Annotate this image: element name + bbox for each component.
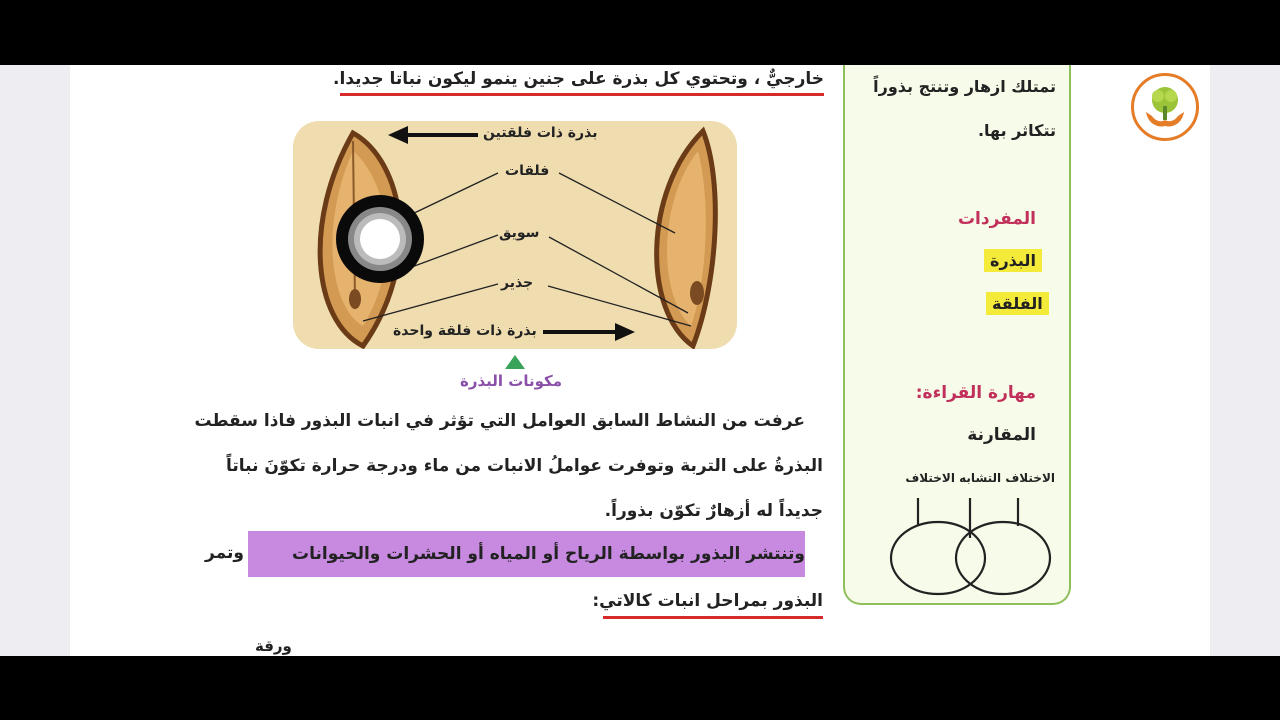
diagram-caption: مكونات البذرة [460,372,563,390]
reading-skill-name: المقارنة [967,425,1036,445]
page-area [0,65,1280,656]
bottom-label-leaf: ورقة [255,637,292,655]
publisher-logo [1131,73,1199,141]
top-text-line: خارجيٌّ ، وتحتوي كل بذرة على جنين ينمو ليكون نباتا جديدا. [340,65,824,96]
vocab-title: المفردات [957,209,1036,229]
label-monocot: بذرة ذات فلقة واحدة [393,323,537,339]
loading-record-icon[interactable] [336,195,424,283]
triangle-marker-icon [505,355,525,369]
label-root: جذير [501,275,534,291]
sentence-tail: وتمر [205,543,244,563]
paragraph-line-1: عرفت من النشاط السابق العوامل التي تؤثر في انبات البذور فاذا سقطت [194,411,805,431]
label-cotyledons: فلقات [505,163,550,179]
highlighted-sentence: وتنتشر البذور بواسطة الرياح أو المياه أو الحشرات والحيوانات [248,531,805,577]
reading-skill-title: مهارة القراءة: [915,383,1036,403]
sidebar-line-1: تمتلك ازهار وتنتج بذوراً [873,77,1056,96]
vocab-item-cotyledon: الفلقة [986,292,1049,315]
tree-hands-icon [1134,76,1196,138]
label-dicot: بذرة ذات فلقتين [483,125,598,141]
paragraph-line-2: البذرةُ على التربة وتوفرت عواملُ الانبات من ماء ودرجة حرارة تكوّنَ نباتاً [226,456,823,476]
sidebar-line-2: تتكاثر بها. [977,121,1056,140]
label-stem: سويق [499,225,540,241]
venn-header: الاختلاف التشابه الاختلاف [905,471,1055,485]
vocab-item-seed: البذرة [984,249,1042,272]
venn-diagram [880,490,1060,600]
paragraph-line-3: جديداً له أزهارٌ تكوّن بذوراً. [604,501,823,521]
paragraph-2-line-2: البذور بمراحل انبات كالاتي: [603,586,823,619]
